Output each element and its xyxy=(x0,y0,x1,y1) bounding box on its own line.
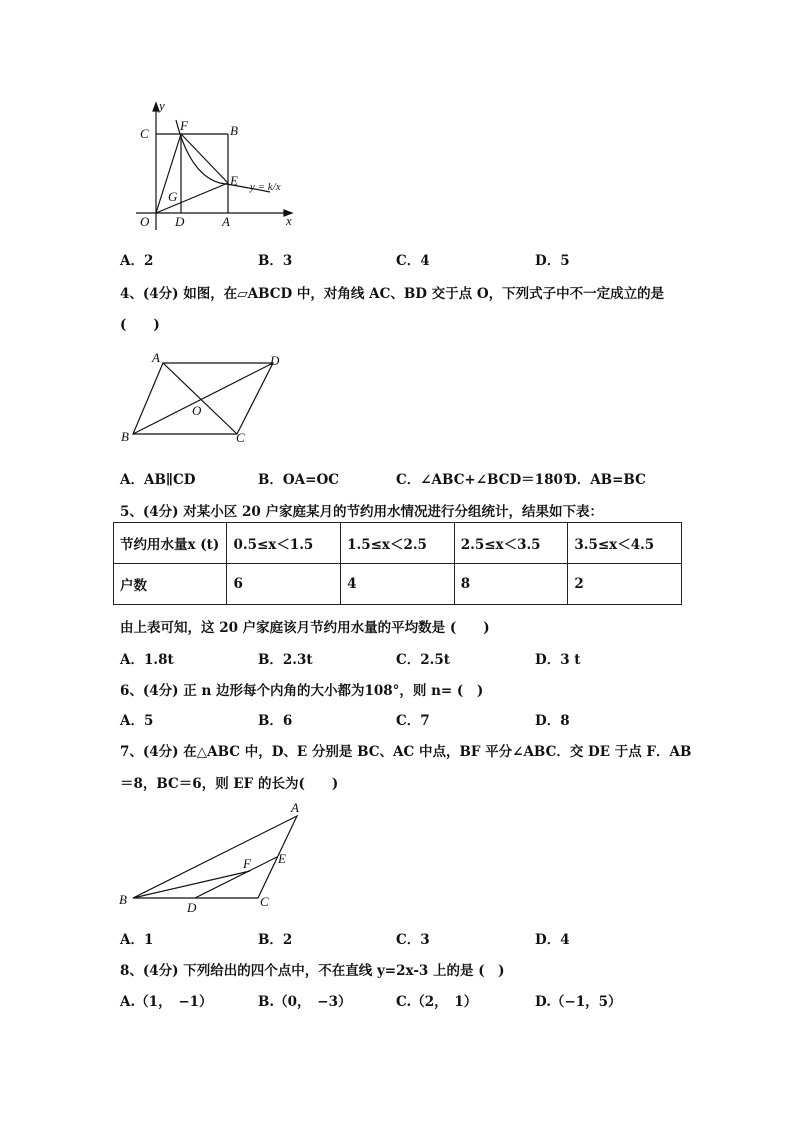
q7-question-line1: 7、(4分) 在△ABC 中，D、E 分别是 BC、AC 中点，BF 平分∠ABC．交 DE 于点 F．AB xyxy=(120,744,692,760)
q4-option-a[interactable]: A．AB∥CD xyxy=(120,472,196,488)
q7-option-c[interactable]: C．3 xyxy=(396,932,430,948)
q7-option-d[interactable]: D．4 xyxy=(535,932,570,948)
label-O: O xyxy=(192,403,202,418)
label-A: A xyxy=(152,350,160,365)
q8-option-a[interactable]: A.（1， −1） xyxy=(120,994,213,1010)
table-cell: 1.5≤x＜2.5 xyxy=(341,523,455,564)
table-cell: 节约用水量x (t) xyxy=(114,523,227,564)
q3-option-c[interactable]: C．4 xyxy=(396,253,430,269)
label-C: C xyxy=(140,126,149,141)
q7-question-line2: ＝8，BC＝6，则 EF 的长为( ) xyxy=(120,776,339,792)
q5-option-c[interactable]: C．2.5t xyxy=(396,652,450,668)
q3-option-b[interactable]: B．3 xyxy=(258,253,293,269)
q7-option-b[interactable]: B．2 xyxy=(258,932,293,948)
segment-DE xyxy=(195,857,277,898)
table-cell: 户数 xyxy=(114,564,227,605)
q6-question: 6、(4分) 正 n 边形每个内角的大小都为108°，则 n= ( ) xyxy=(120,683,484,699)
table-cell: 4 xyxy=(341,564,455,605)
figure-triangle-abc xyxy=(115,800,315,915)
table-cell: 8 xyxy=(454,564,568,605)
label-B: B xyxy=(230,123,238,138)
label-B: B xyxy=(119,892,127,907)
q5-option-d[interactable]: D．3 t xyxy=(535,652,581,668)
segment-FE xyxy=(181,134,228,183)
q6-option-c[interactable]: C．7 xyxy=(396,713,430,729)
q5-followup: 由上表可知，这 20 户家庭该月节约用水量的平均数是 ( ) xyxy=(120,620,490,636)
q6-option-b[interactable]: B．6 xyxy=(258,713,293,729)
label-D: D xyxy=(175,214,185,229)
q7-option-a[interactable]: A．1 xyxy=(120,932,154,948)
q4-option-d[interactable]: D．AB=BC xyxy=(565,472,646,488)
label-C: C xyxy=(236,430,245,445)
table-cell: 0.5≤x＜1.5 xyxy=(227,523,341,564)
q3-option-a[interactable]: A．2 xyxy=(120,253,154,269)
q8-option-d[interactable]: D.（−1，5） xyxy=(535,994,622,1010)
label-C: C xyxy=(260,894,269,909)
label-curve-equation: y = k/x xyxy=(250,181,281,193)
q5-question: 5、(4分) 对某小区 20 户家庭某月的节约用水情况进行分组统计，结果如下表： xyxy=(120,504,603,520)
q6-option-a[interactable]: A．5 xyxy=(120,713,154,729)
label-D: D xyxy=(187,900,197,915)
label-D: D xyxy=(270,353,280,368)
label-F: F xyxy=(180,118,188,133)
diagonal-AC xyxy=(163,363,237,434)
q4-option-c[interactable]: C．∠ABC+∠BCD＝180° xyxy=(396,472,570,488)
label-E: E xyxy=(278,851,286,866)
q5-option-b[interactable]: B．2.3t xyxy=(258,652,313,668)
label-A: A xyxy=(222,214,230,229)
diagonal-BD xyxy=(133,363,273,434)
table-cell: 6 xyxy=(227,564,341,605)
water-saving-table xyxy=(113,522,682,605)
figure-parallelogram xyxy=(115,348,290,448)
q8-option-b[interactable]: B.（0， −3） xyxy=(258,994,352,1010)
q5-option-a[interactable]: A．1.8t xyxy=(120,652,174,668)
segment-BF xyxy=(133,871,250,898)
table-row xyxy=(114,564,682,605)
table-cell: 3.5≤x＜4.5 xyxy=(568,523,682,564)
q6-option-d[interactable]: D．8 xyxy=(535,713,570,729)
label-G: G xyxy=(168,189,178,204)
label-A: A xyxy=(291,800,299,815)
figure-coordinate-hyperbola xyxy=(120,95,300,235)
table-row xyxy=(114,523,682,564)
label-F: F xyxy=(243,856,251,871)
q3-option-d[interactable]: D．5 xyxy=(535,253,570,269)
q4-paren: ( ) xyxy=(120,317,160,333)
table-cell: 2 xyxy=(568,564,682,605)
segment-OE xyxy=(156,183,228,213)
label-y: y xyxy=(159,98,165,113)
table-cell: 2.5≤x＜3.5 xyxy=(454,523,568,564)
label-E: E xyxy=(230,173,238,188)
label-x: x xyxy=(286,213,292,228)
label-B: B xyxy=(121,429,129,444)
q4-option-b[interactable]: B．OA=OC xyxy=(258,472,339,488)
label-O: O xyxy=(140,214,150,229)
triangle-ABC xyxy=(133,816,297,898)
q8-option-c[interactable]: C.（2， 1） xyxy=(396,994,478,1010)
q8-question: 8、(4分) 下列给出的四个点中，不在直线 y=2x-3 上的是 ( ) xyxy=(120,963,505,979)
q4-question: 4、(4分) 如图，在▱ABCD 中，对角线 AC、BD 交于点 O，下列式子中不一定成立的是 xyxy=(120,286,665,302)
